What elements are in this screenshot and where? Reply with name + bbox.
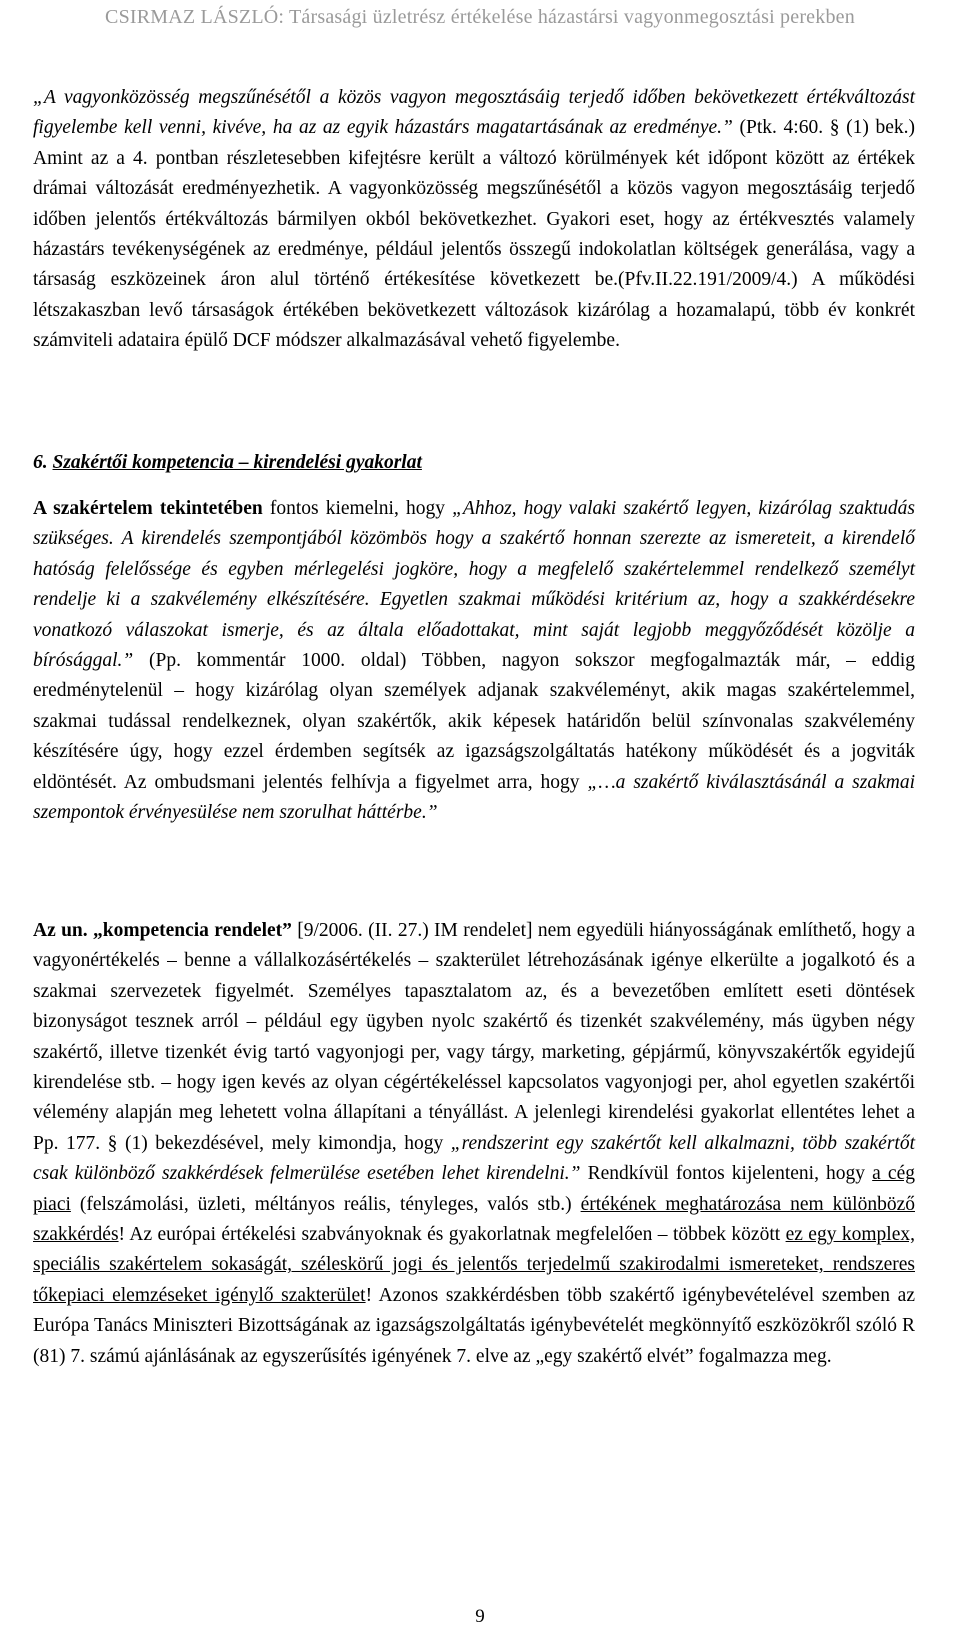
paragraph-text: (Ptk. 4:60. § (1) bek.) Amint az a 4. pontban részletesebben kifejtésre került a változó körülmények két időpont között az értékek drámai változását eredményezhetik. A vagyonközösség megszűnésétől a közös vagyon megosztásáig terjedő időben jelentős értékváltozás bármilyen okból bekövetkezhet. Gyakori eset, hogy az értékvesztés valamely házastárs tevékenységének az eredménye, például jelentős összegű indokolatlan költségek generálása, vagy a társaság eszközeinek áron alul történő értékesítése következett be.(Pfv.II.22.191/2009/4.) A működési létszakaszban levő társaságok értékében bekövetkezett változások kizárólag a hozamalapú, több év konkrét számviteli adataira épülő DCF módszer alkalmazásával vehető figyelembe. bbox=[33, 117, 916, 352]
paragraph-text: [9/2006. (II. 27.) IM rendelet] nem egyedüli hiányosságának említhető, hogy a vagyonértékelés – benne a vállalkozásértékelés – szakterület létrehozásának igénye elkerülte a jogalkotó és a szakmai szervezetek figyelmét. Személyes tapasztalatom az, és a bevezetőben említett eseti döntések bizonyságot tesznek arról – például egy ügyben nyolc szakértő és tizenkét szakvélemény, más ügyben négy szakértő, illetve tizenkét évig tartó vagyonjogi per, vagy tárgy, marketing, gépjármű, könyvszakértők egyidejű kirendelése stb. – hogy igen kevés az olyan cégértékeléssel kapcsolatos vagyonjogi per, ahol egyetlen szakértői vélemény alapján meg lehetett volna állapítani a tényállást. A jelenlegi kirendelési gyakorlat ellentétes lehet a Pp. 177. § (1) bekezdésével, mely kimondja, hogy bbox=[33, 920, 916, 1154]
paragraph-lead: A szakértelem tekintetében bbox=[33, 498, 263, 519]
paragraph-text: Rendkívül fontos kijelenteni, hogy bbox=[580, 1163, 873, 1185]
paragraph-text: fontos kiemelni, hogy bbox=[262, 498, 453, 519]
section-number: 6. bbox=[33, 452, 48, 473]
running-header: CSIRMAZ LÁSZLÓ: Társasági üzletrész értékelése házastársi vagyonmegosztási perekben bbox=[105, 6, 855, 28]
page-number: 9 bbox=[475, 1606, 485, 1627]
underlined-phrase: értékének meghatározása nem különböző szakkérdés bbox=[33, 1193, 915, 1246]
code-quote: „rendszerint egy szakértőt kell alkalmazni, több szakértőt csak különböző szakkérdések felmerülése esetében lehet kirendelni.” bbox=[33, 1132, 915, 1185]
section-title: Szakértői kompetencia – kirendelési gyakorlat bbox=[52, 452, 422, 473]
commentary-quote: „Ahhoz, hogy valaki szakértő legyen, kizárólag szaktudás szükséges. A kirendelés szempontjából közömbös hogy a szakértő honnan szerezte az ismereteit, a kirendelő hatóság felelőssége és egyben mérlegelési jogköre, hogy a megfelelő szakértelemmel rendelkező személyt rendelje ki a szakvélemény elkészítésére. Egyetlen szakmai működési kritérium az, hogy a szakkérdésekre vonatkozó válaszokat ismerje, és az általa előadottakat, mint saját legjobb meggyőződését közölje a bírósággal.” bbox=[33, 498, 916, 672]
paragraph-text: ! Azonos szakkérdésben több szakértő igénybevételével szemben az Európa Tanács Miniszteri Bizottságának az igazságszolgáltatás igénybevételét megkönnyítő eszközökről szóló R (81) 7. számú ajánlásának az egyszerűsítés igényének 7. elve az „egy szakértő elvét” fogalmazza meg. bbox=[33, 1284, 915, 1367]
paragraph-value-change bbox=[33, 83, 915, 357]
ombudsman-quote: „…a szakértő kiválasztásánál a szakmai szempontok érvényesülése nem szorulhat háttérbe.” bbox=[33, 771, 915, 824]
law-quote: „A vagyonközösség megszűnésétől a közös vagyon megosztásáig terjedő időben bekövetkezett értékváltozást figyelembe kell venni, kivéve, ha az az egyik házastárs magatartásának az eredménye.” bbox=[33, 87, 915, 139]
underlined-phrase: ez egy komplex, speciális szakértelem sokaságát, széleskörű jogi és jelentős terjedelmű szakirodalmi ismereteket, rendszeres tőkepiaci elemzéseket igénylő szakterület bbox=[33, 1224, 915, 1306]
paragraph-text: ! Az európai értékelési szabványoknak és gyakorlatnak megfelelően – többek között bbox=[118, 1224, 786, 1246]
underlined-phrase: a cég piaci bbox=[33, 1163, 915, 1215]
paragraph-text: (Pp. kommentár 1000. oldal) Többen, nagyon sokszor megfogalmazták már, – eddig eredménytelenül – hogy kizárólag olyan személyek adjanak szakvéleményt, akik magas szakértelemmel, szakmai tudással rendelkeznek, olyan szakértők, akik képesek határidőn belül színvonalas szakvélemény készítésére úgy, hogy ezzel érdemben segítsék az igazságszolgáltatás hatékony működését és a jogviták eldöntését. Az ombudsmani jelentés felhívja a figyelmet arra, hogy bbox=[33, 650, 915, 793]
paragraph-text: (felszámolási, üzleti, méltányos reális, tényleges, valós stb.) bbox=[70, 1193, 581, 1215]
paragraph-lead: Az un. „kompetencia rendelet” bbox=[33, 920, 292, 941]
section-heading bbox=[33, 452, 422, 474]
paragraph-expertise bbox=[33, 494, 915, 828]
paragraph-competence-decree bbox=[33, 916, 915, 1372]
